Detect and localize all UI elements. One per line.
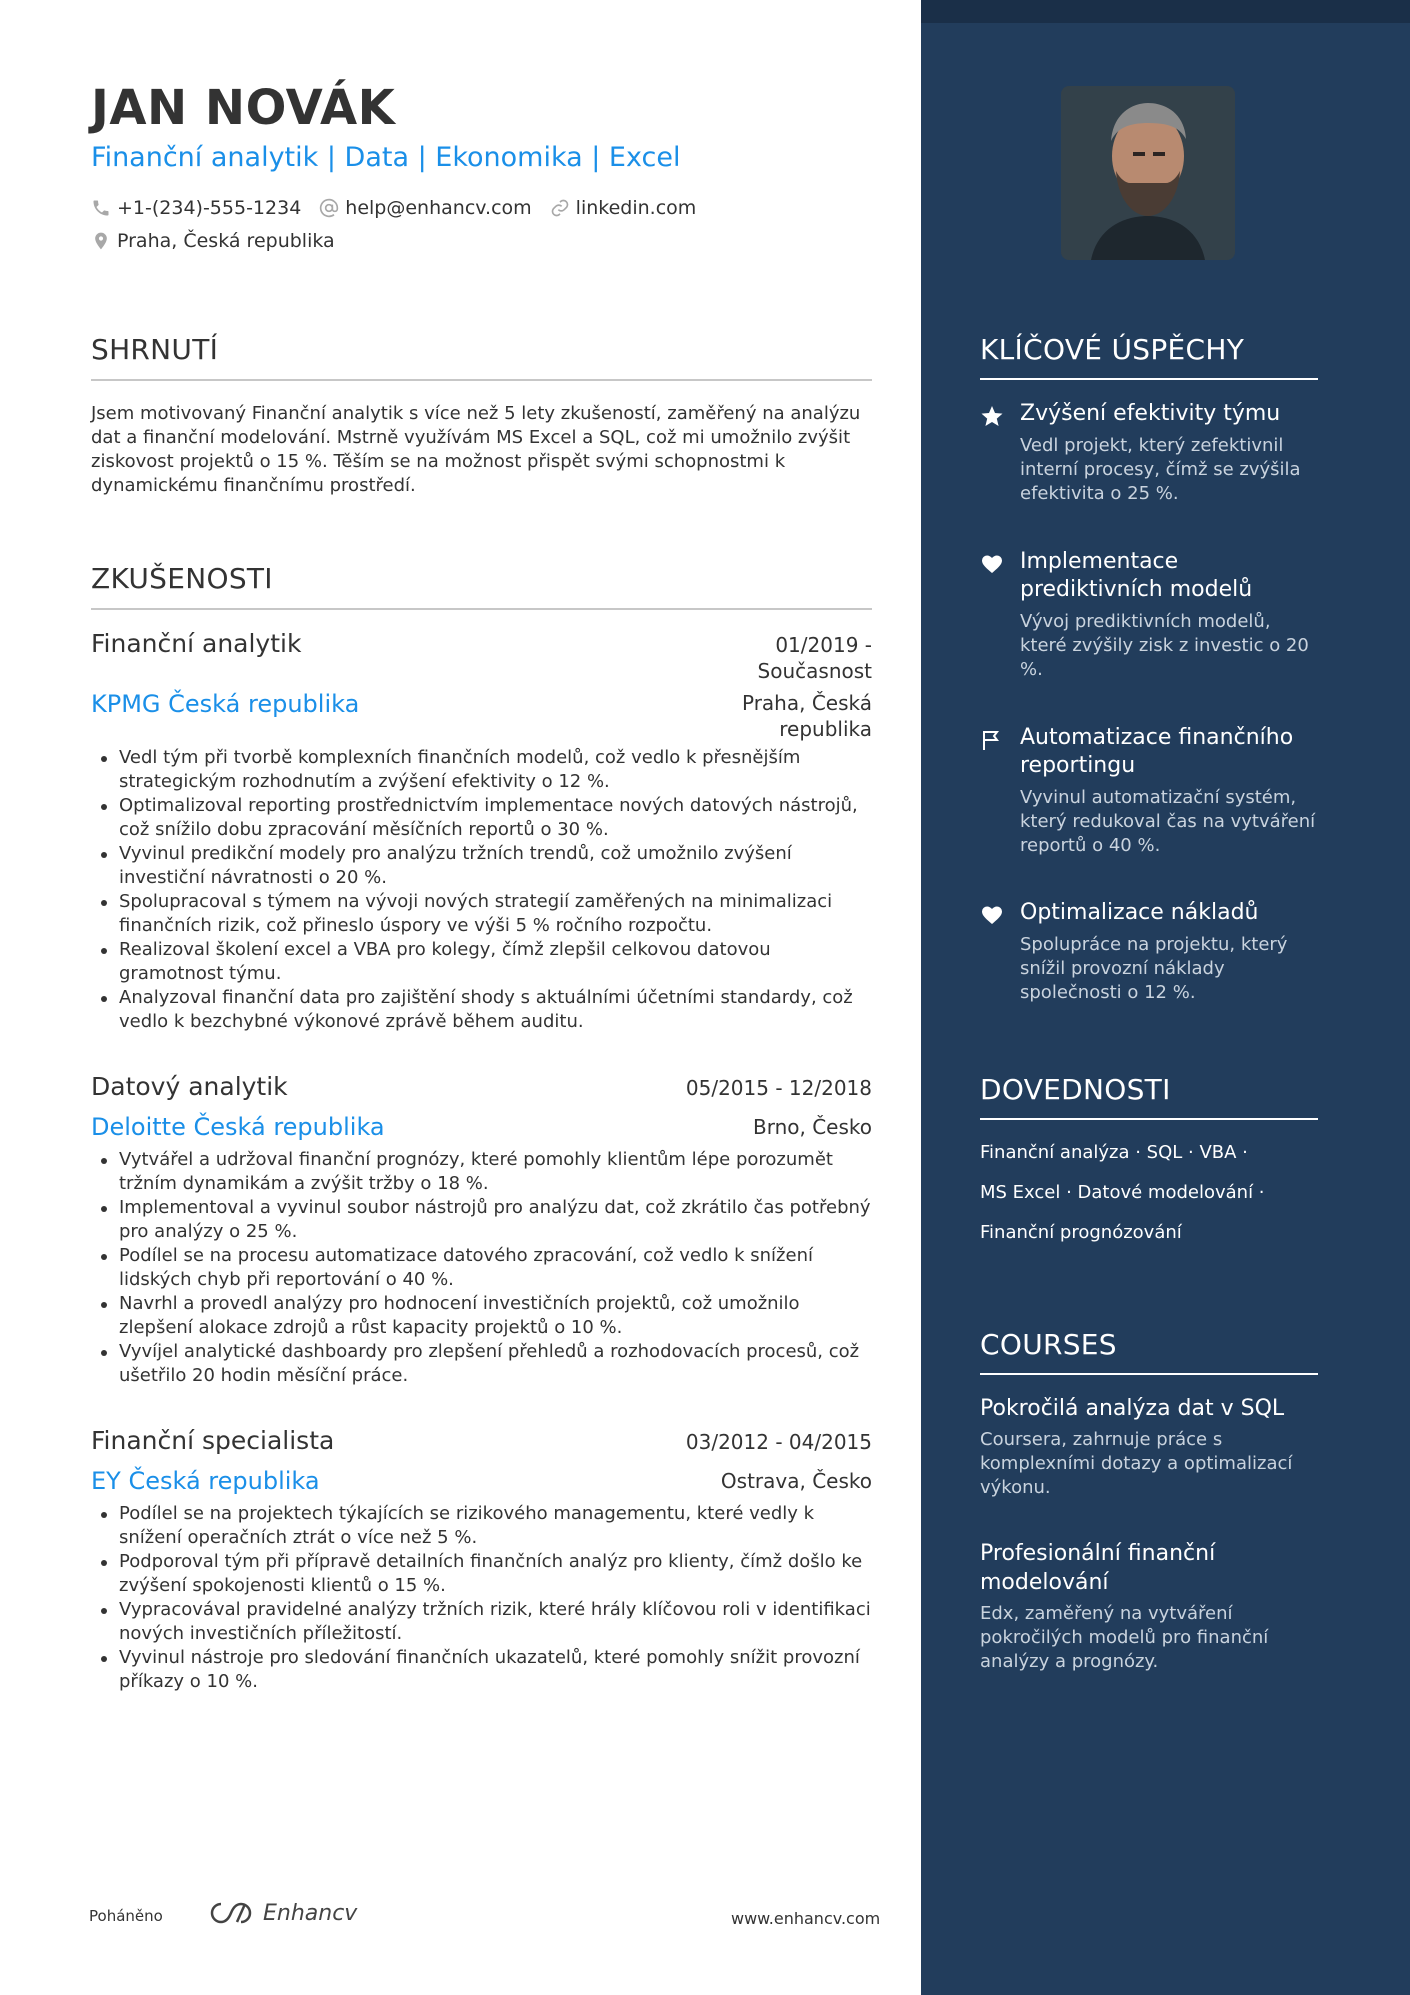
job-location-line: republika <box>779 717 872 741</box>
job-date-line: Současnost <box>757 659 872 683</box>
location-text: Praha, Česká republika <box>117 230 335 252</box>
list-item: Vyvinul predikční modely pro analýzu tržních trendů, což umožnilo zvýšení investiční návratnosti o 20 %. <box>91 842 872 890</box>
job-location-line: Praha, Česká <box>741 691 872 715</box>
list-item: Vyvíjel analytické dashboardy pro zlepšení přehledů a rozhodovacích procesů, což ušetřilo 20 hodin měsíční práce. <box>91 1340 872 1388</box>
courses-title: COURSES <box>980 1328 1117 1361</box>
contact-row <box>91 197 714 219</box>
achievement-title: Automatizace finančního reportingu <box>1020 725 1294 778</box>
achievement-title: Optimalizace nákladů <box>1020 900 1259 925</box>
footer-logo[interactable] <box>207 1900 357 1926</box>
sidebar-topbar <box>921 0 1410 23</box>
job-company: KPMG Česká republika <box>91 690 360 718</box>
list-item: Podílel se na procesu automatizace datového zpracování, což vedlo k snížení lidských chyb při reportování o 40 %. <box>91 1244 872 1292</box>
list-item: Vyvinul nástroje pro sledování finančních ukazatelů, které pomohly snížit provozní příkazy o 10 %. <box>91 1646 872 1694</box>
course-desc: Coursera, zahrnuje práce s komplexními dotazy a optimalizací výkonu. <box>980 1429 1293 1498</box>
email-text[interactable]: help@enhancv.com <box>345 197 532 219</box>
summary-title: SHRNUTÍ <box>91 333 219 366</box>
achievements-title: KLÍČOVÉ ÚSPĚCHY <box>980 333 1245 366</box>
avatar <box>1061 86 1235 260</box>
job-title: Finanční specialista <box>91 1426 335 1455</box>
job-date <box>758 632 872 684</box>
list-item: Realizoval školení excel a VBA pro kolegy, čímž zlepšil celkovou datovou gramotnost týmu. <box>91 938 872 986</box>
job-bullets <box>91 1502 872 1694</box>
course-title: Pokročilá analýza dat v SQL <box>980 1396 1285 1421</box>
job-location <box>742 690 872 742</box>
list-item: Vedl tým při tvorbě komplexních finančních modelů, což vedlo k přesnějším strategickým rozhodnutím a zvýšení efektivity o 12 %. <box>91 746 872 794</box>
achievement-desc: Vývoj prediktivních modelů, které zvýšily zisk z investic o 20 %. <box>1020 611 1309 680</box>
job-company: Deloitte Česká republika <box>91 1113 385 1141</box>
job-company: EY Česká republika <box>91 1467 320 1495</box>
list-item: Implementoval a vyvinul soubor nástrojů pro analýzu dat, což zkrátilo čas potřebný pro analýzy o 25 %. <box>91 1196 872 1244</box>
experience-title: ZKUŠENOSTI <box>91 562 273 595</box>
list-item: Vytvářel a udržoval finanční prognózy, které pomohly klientům lépe porozumět tržním dynamikám a zvýšit tržby o 18 %. <box>91 1148 872 1196</box>
star-icon <box>980 404 1004 428</box>
phone-text: +1-(234)-555-1234 <box>117 197 302 219</box>
job-title: Finanční analytik <box>91 629 302 658</box>
job-bullets <box>91 746 872 1034</box>
courses-divider <box>980 1373 1318 1375</box>
achievement-item <box>980 548 1320 682</box>
skills-line: MS Excel · Datové modelování · <box>980 1182 1265 1203</box>
location-pin-icon <box>91 231 111 251</box>
achievement-title: Zvýšení efektivity týmu <box>1020 401 1281 426</box>
at-icon <box>319 198 339 218</box>
location-item <box>91 230 335 252</box>
enhancv-logo-icon <box>207 1900 255 1926</box>
contact-linkedin[interactable] <box>550 197 697 219</box>
list-item: Spolupracoval s týmem na vývoji nových strategií zaměřených na minimalizaci finančních rizik, což přineslo úspory ve výši 5 % ročního rozpočtu. <box>91 890 872 938</box>
experience-divider <box>91 608 872 610</box>
skills-list <box>980 1133 1318 1253</box>
achievement-desc: Spolupráce na projektu, který snížil provozní náklady společnosti o 12 %. <box>1020 934 1288 1003</box>
footer-powered-by: Poháněno <box>89 1907 163 1925</box>
job-bullets <box>91 1148 872 1388</box>
summary-divider <box>91 379 872 381</box>
skills-title: DOVEDNOSTI <box>980 1073 1171 1106</box>
course-item <box>980 1539 1318 1674</box>
linkedin-text[interactable]: linkedin.com <box>575 197 697 219</box>
job-date: 03/2012 - 04/2015 <box>685 1430 872 1454</box>
contact-email[interactable] <box>319 197 531 219</box>
achievement-desc: Vyvinul automatizační systém, který redukoval čas na vytváření reportů o 40 %. <box>1020 787 1316 856</box>
course-item <box>980 1394 1318 1500</box>
job-location: Brno, Česko <box>752 1115 872 1139</box>
heart-icon <box>980 552 1004 576</box>
achievement-item <box>980 400 1320 506</box>
achievement-item <box>980 724 1320 858</box>
achievement-desc: Vedl projekt, který zefektivnil interní procesy, čímž se zvýšila efektivita o 25 %. <box>1020 435 1301 504</box>
contact-location <box>91 230 353 252</box>
candidate-tagline: Finanční analytik | Data | Ekonomika | Excel <box>91 142 681 173</box>
achievement-item <box>980 899 1320 1005</box>
contact-phone <box>91 197 301 219</box>
achievements-divider <box>980 378 1318 380</box>
summary-text: Jsem motivovaný Finanční analytik s více než 5 lety zkušeností, zaměřený na analýzu dat a finanční modelování. Mstrně využívám MS Excel a SQL, což mi umožnilo zvýšit ziskovost projektů o 15 %. Těším se na možnost přispět svými schopnostmi k dynamickému finančnímu prostředí. <box>91 403 861 496</box>
profile-photo <box>1061 86 1235 260</box>
list-item: Analyzoval finanční data pro zajištění shody s aktuálními účetními standardy, což vedlo k bezchybné výkonové zprávě během auditu. <box>91 986 872 1034</box>
job-location: Ostrava, Česko <box>720 1469 872 1493</box>
achievement-title: Implementace prediktivních modelů <box>1020 549 1253 602</box>
job-date: 05/2015 - 12/2018 <box>685 1076 872 1100</box>
course-desc: Edx, zaměřený na vytváření pokročilých modelů pro finanční analýzy a prognózy. <box>980 1603 1269 1672</box>
job-title: Datový analytik <box>91 1072 288 1101</box>
footer-url[interactable]: www.enhancv.com <box>731 1909 881 1928</box>
course-title: Profesionální finanční modelování <box>980 1541 1216 1595</box>
footer-brand: Enhancv <box>263 1900 358 1926</box>
link-icon <box>550 198 570 218</box>
phone-icon <box>91 198 111 218</box>
list-item: Podporoval tým při přípravě detailních finančních analýz pro klienty, čímž došlo ke zvýšení spokojenosti klientů o 15 %. <box>91 1550 872 1598</box>
list-item: Optimalizoval reporting prostřednictvím implementace nových datových nástrojů, což snížilo dobu zpracování měsíčních reportů o 30 %. <box>91 794 872 842</box>
flag-icon <box>980 728 1004 752</box>
candidate-name: JAN NOVÁK <box>91 80 396 136</box>
skills-divider <box>980 1118 1318 1120</box>
list-item: Navrhl a provedl analýzy pro hodnocení investičních projektů, což umožnilo zlepšení alokace zdrojů a růst kapacity projektů o 10 %. <box>91 1292 872 1340</box>
skills-line: Finanční prognózování <box>980 1222 1182 1243</box>
job-date-line: 01/2019 - <box>775 633 872 657</box>
heart-icon <box>980 903 1004 927</box>
skills-line: Finanční analýza · SQL · VBA · <box>980 1142 1248 1163</box>
list-item: Podílel se na projektech týkajících se rizikového managementu, které vedly k snížení operačních ztrát o více než 5 %. <box>91 1502 872 1550</box>
list-item: Vypracovával pravidelné analýzy tržních rizik, které hrály klíčovou roli v identifikaci nových investičních příležitostí. <box>91 1598 872 1646</box>
